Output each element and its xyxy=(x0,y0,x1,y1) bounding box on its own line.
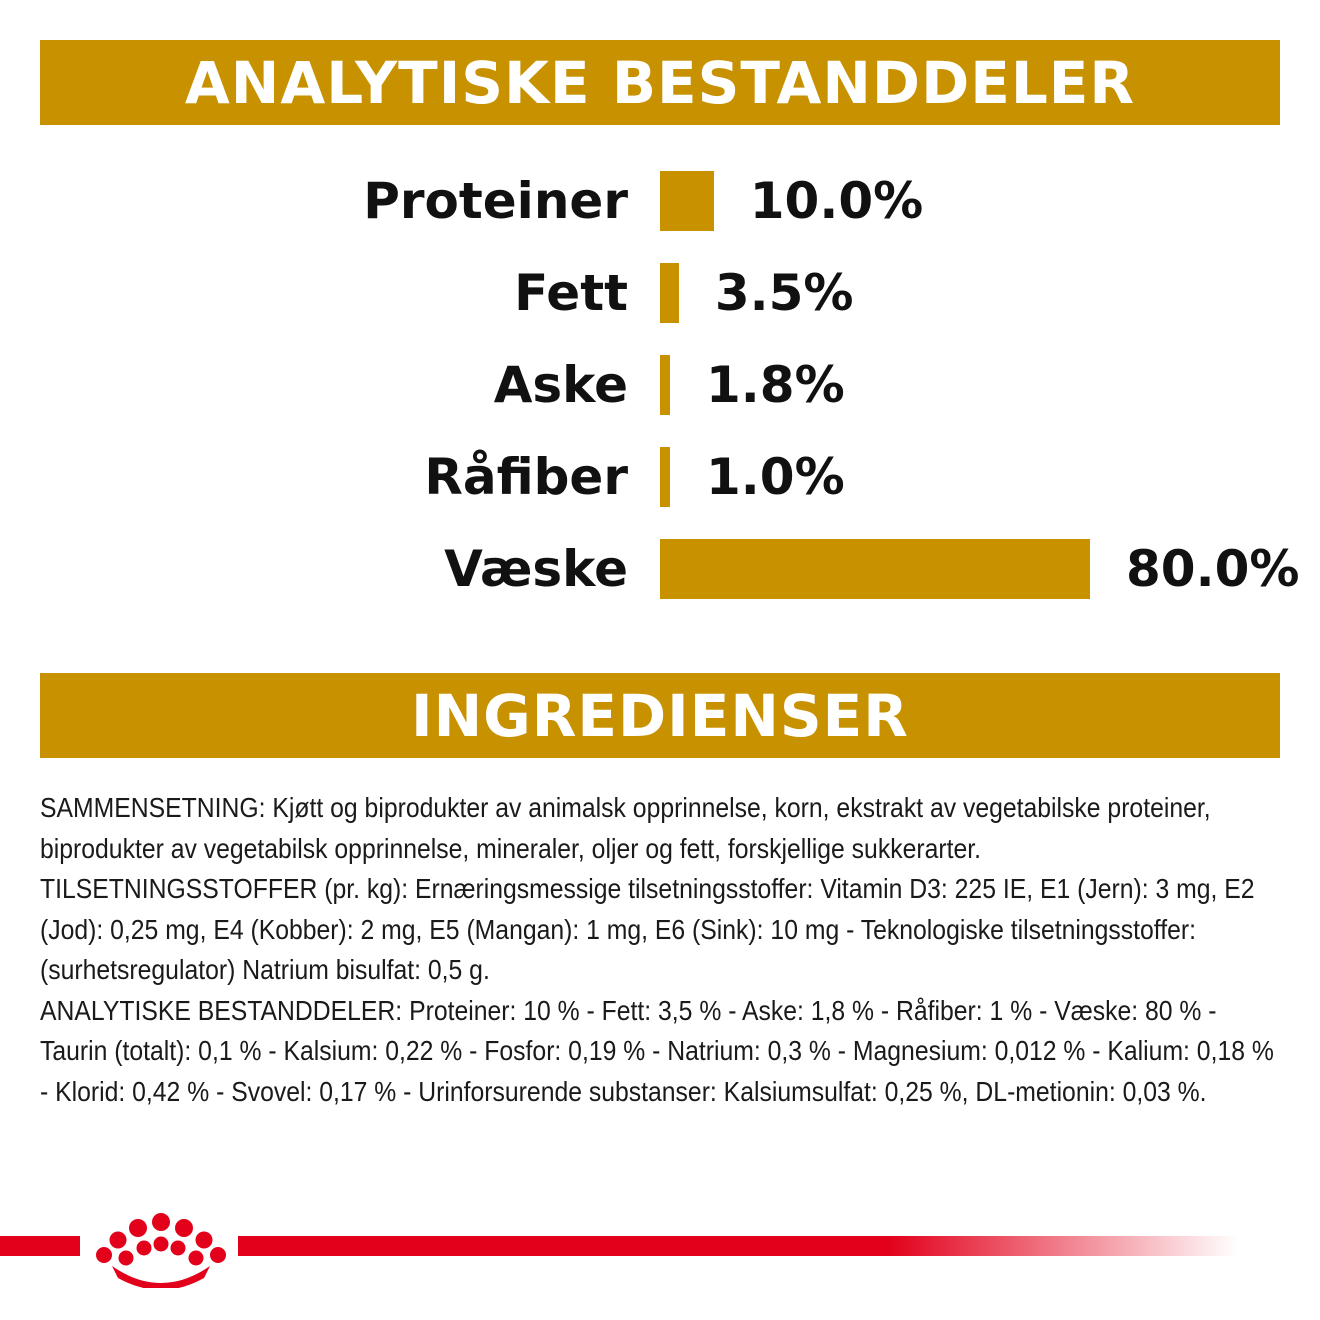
footer-red-line-right xyxy=(238,1236,1238,1256)
bar-value-label: 3.5% xyxy=(714,264,854,322)
bar xyxy=(660,355,670,415)
ingredients-header-title: INGREDIENSER xyxy=(411,681,909,750)
bar xyxy=(660,539,1090,599)
ingredients-header-banner xyxy=(40,673,1280,758)
bar-category-label: Aske xyxy=(493,356,628,414)
royal-canin-crown-icon xyxy=(92,1208,230,1288)
chart-row xyxy=(0,258,1320,328)
chart-row xyxy=(0,442,1320,512)
additives-paragraph: TILSETNINGSSTOFFER (pr. kg): Ernæringsmessige tilsetningsstoffer: Vitamin D3: 225 IE, E1 (Jern): 3 mg, E2 (Jod): 0,25 mg, E4 (Kobber): 2 mg, E5 (Mangan): 1 mg, E6 (Sink): 10 mg - Teknologiske tilsetningsstoffer: (surhetsregulator) Natrium bisulfat: 0,5 g. xyxy=(40,873,1255,985)
bar-value-label: 80.0% xyxy=(1126,540,1300,598)
bar-category-label: Væske xyxy=(444,540,628,598)
composition-paragraph: SAMMENSETNING: Kjøtt og biprodukter av animalsk opprinnelse, korn, ekstrakt av vegetabilske proteiner, biprodukter av vegetabilsk opprinnelse, mineraler, oljer og fett, forskjellige sukkerarter. xyxy=(40,792,1211,864)
ingredients-text xyxy=(40,788,1282,1112)
analytic-header-title: ANALYTISKE BESTANDDELER xyxy=(184,48,1136,117)
analytic-constituents-paragraph: ANALYTISKE BESTANDDELER: Proteiner: 10 % - Fett: 3,5 % - Aske: 1,8 % - Råfiber: 1 % - Væske: 80 % - Taurin (totalt): 0,1 % - Kalsium: 0,22 % - Fosfor: 0,19 % - Natrium: 0,3 % - Magnesium: 0,012 % - Kalium: 0,18 % - Klorid: 0,42 % - Svovel: 0,17 % - Urinforsurende substanser: Kalsiumsulfat: 0,25 %, DL-metionin: 0,03 %. xyxy=(40,994,1274,1107)
chart-row xyxy=(0,166,1320,236)
bar-category-label: Fett xyxy=(514,264,628,322)
analytic-header-banner xyxy=(40,40,1280,125)
bar xyxy=(660,171,714,231)
bar xyxy=(660,447,670,507)
bar-value-label: 1.8% xyxy=(706,356,845,414)
bar-value-label: 10.0% xyxy=(749,172,924,230)
chart-row xyxy=(0,534,1320,604)
footer-red-line-left xyxy=(0,1236,80,1256)
bar xyxy=(660,263,679,323)
bar-value-label: 1.0% xyxy=(706,448,845,506)
chart-row xyxy=(0,350,1320,420)
bar-category-label: Proteiner xyxy=(363,172,628,230)
bar-category-label: Råfiber xyxy=(424,448,628,506)
